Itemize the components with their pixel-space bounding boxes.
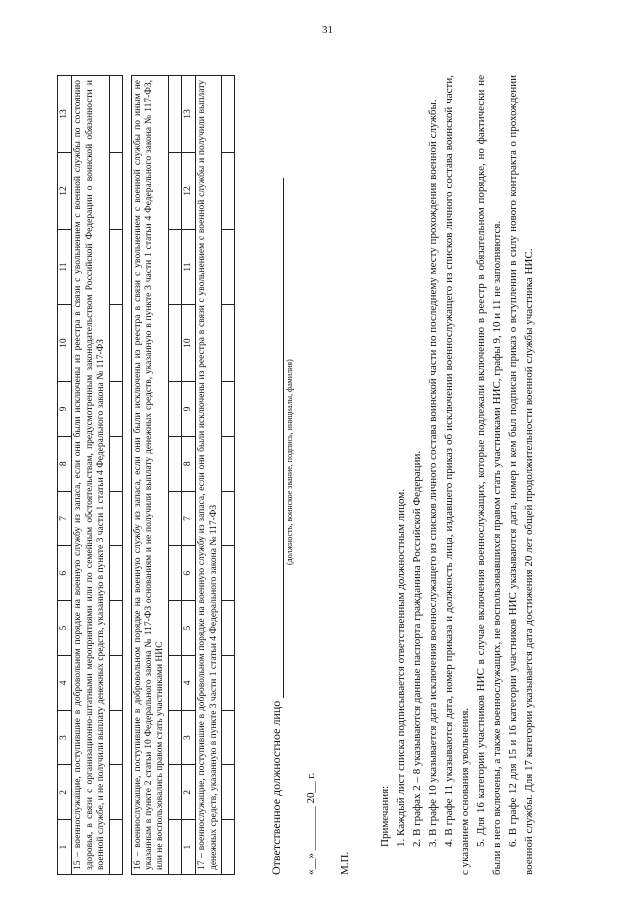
category-row xyxy=(131,76,168,875)
seal-placeholder: М.П. xyxy=(339,851,351,875)
column-number: 9 xyxy=(181,382,195,437)
column-number: 13 xyxy=(58,76,72,153)
category-17-text: 17 – военнослужащие, поступившие в добровольном порядке на военную службу из запаса, если они были исключены из реестра в связи с увольнением с военной службы и получили выплату денежных средств, указанную в пункте 3 части 1 статьи 4 Федерального закона № 117-ФЗ xyxy=(196,76,222,875)
category-row xyxy=(196,76,222,875)
column-number: 7 xyxy=(181,491,195,546)
table-header-row xyxy=(58,76,72,875)
note-item: 4. В графе 11 указываются дата, номер приказа и должность лица, издавшего приказ об исключении военнослужащего из списков личного состава воинской части, с указанием основания увольнения. xyxy=(443,75,471,875)
signature-line xyxy=(271,178,284,698)
category-16-text: 16 – военнослужащие, поступившие в добровольном порядке на военную службу из запаса, если они были исключены из реестра в связи с увольнением с военной службы по иным не указанным в пункте 2 статьи 10 Федерального закона № 117-ФЗ основаниям и не получили выплату денежных средств, указанную в пункте 3 части 1 статьи 4 Федерального закона № 117-ФЗ, или не воспользовались правом стать участниками НИС xyxy=(131,76,168,875)
column-number: 3 xyxy=(181,710,195,765)
table-header-row xyxy=(181,76,195,875)
column-number: 7 xyxy=(58,491,72,546)
note-item: 2. В графах 2 – 8 указываются данные паспорта гражданина Российской Федерации. xyxy=(411,450,423,847)
column-number: 11 xyxy=(181,229,195,304)
column-number: 11 xyxy=(58,229,72,304)
column-number: 10 xyxy=(58,305,72,382)
signature-caption: (должность, воинское звание, подпись, инициалы, фамилия) xyxy=(285,359,294,565)
participants-table xyxy=(57,75,235,875)
column-number: 5 xyxy=(181,601,195,656)
column-number: 12 xyxy=(58,153,72,230)
table-row xyxy=(221,76,234,875)
column-number: 8 xyxy=(181,436,195,491)
column-number: 12 xyxy=(181,153,195,230)
column-number: 13 xyxy=(181,76,195,153)
note-item: 3. В графе 10 указывается дата исключения военнослужащего из списков личного состава воинской части по последнему месту прохождения военной службы. xyxy=(427,99,439,847)
page-number: 31 xyxy=(322,24,333,36)
responsible-person-label: Ответственное должностное лицо xyxy=(269,700,283,875)
note-item: 5. Для 16 категории участников НИС в случае включения военнослужащих, которые подлежали включению в реестр в обязательном порядке, но фактически не были в него включены, а также военнослужащих, не воспользовавшихся правом стать участниками НИС, графы 9, 10 и 11 не заполняются. xyxy=(475,75,503,875)
rotated-page-content xyxy=(57,65,557,875)
column-number: 3 xyxy=(58,710,72,765)
column-number: 10 xyxy=(181,305,195,382)
note-item: 6. В графе 12 для 15 и 16 категории участников НИС указываются дата, номер и кем был подписан приказ о вступлении в силу нового контракта о прохождении военной службы. Для 17 категории указывается дата достижения 20 лет общей продолжительности военной службы участника НИС. xyxy=(507,75,535,875)
notes-section xyxy=(377,75,537,875)
column-number: 6 xyxy=(58,546,72,601)
column-number: 4 xyxy=(181,655,195,710)
table-row xyxy=(168,76,181,875)
column-number: 9 xyxy=(58,382,72,437)
category-15-text: 15 – военнослужащие, поступившие в добровольном порядке на военную службу из запаса, если они были исключены из реестра в связи с увольнением с военной службы по состоянию здоровья, в связи с организационно-штатными мероприятиями или по семейным обстоятельствам, предусмотренным законодательством Российской Федерации о воинской обязанности и военной службе, и не получили выплату денежных средств, указанную в пункте 3 части 1 статьи 4 Федерального закона № 117-ФЗ xyxy=(72,76,109,875)
column-number: 8 xyxy=(58,436,72,491)
signature-block xyxy=(269,75,351,875)
notes-title: Примечания: xyxy=(379,785,391,847)
column-number: 5 xyxy=(58,601,72,656)
column-number: 2 xyxy=(58,765,72,820)
column-number: 4 xyxy=(58,655,72,710)
column-number: 1 xyxy=(58,820,72,875)
column-number: 2 xyxy=(181,765,195,820)
category-row xyxy=(72,76,109,875)
column-number: 6 xyxy=(181,546,195,601)
note-item: 1. Каждый лист списка подписывается ответственным должностным лицом. xyxy=(395,489,407,847)
table-row xyxy=(109,76,122,875)
column-number: 1 xyxy=(181,820,195,875)
signature-date: «__» ________ 20__ г. xyxy=(305,772,317,875)
